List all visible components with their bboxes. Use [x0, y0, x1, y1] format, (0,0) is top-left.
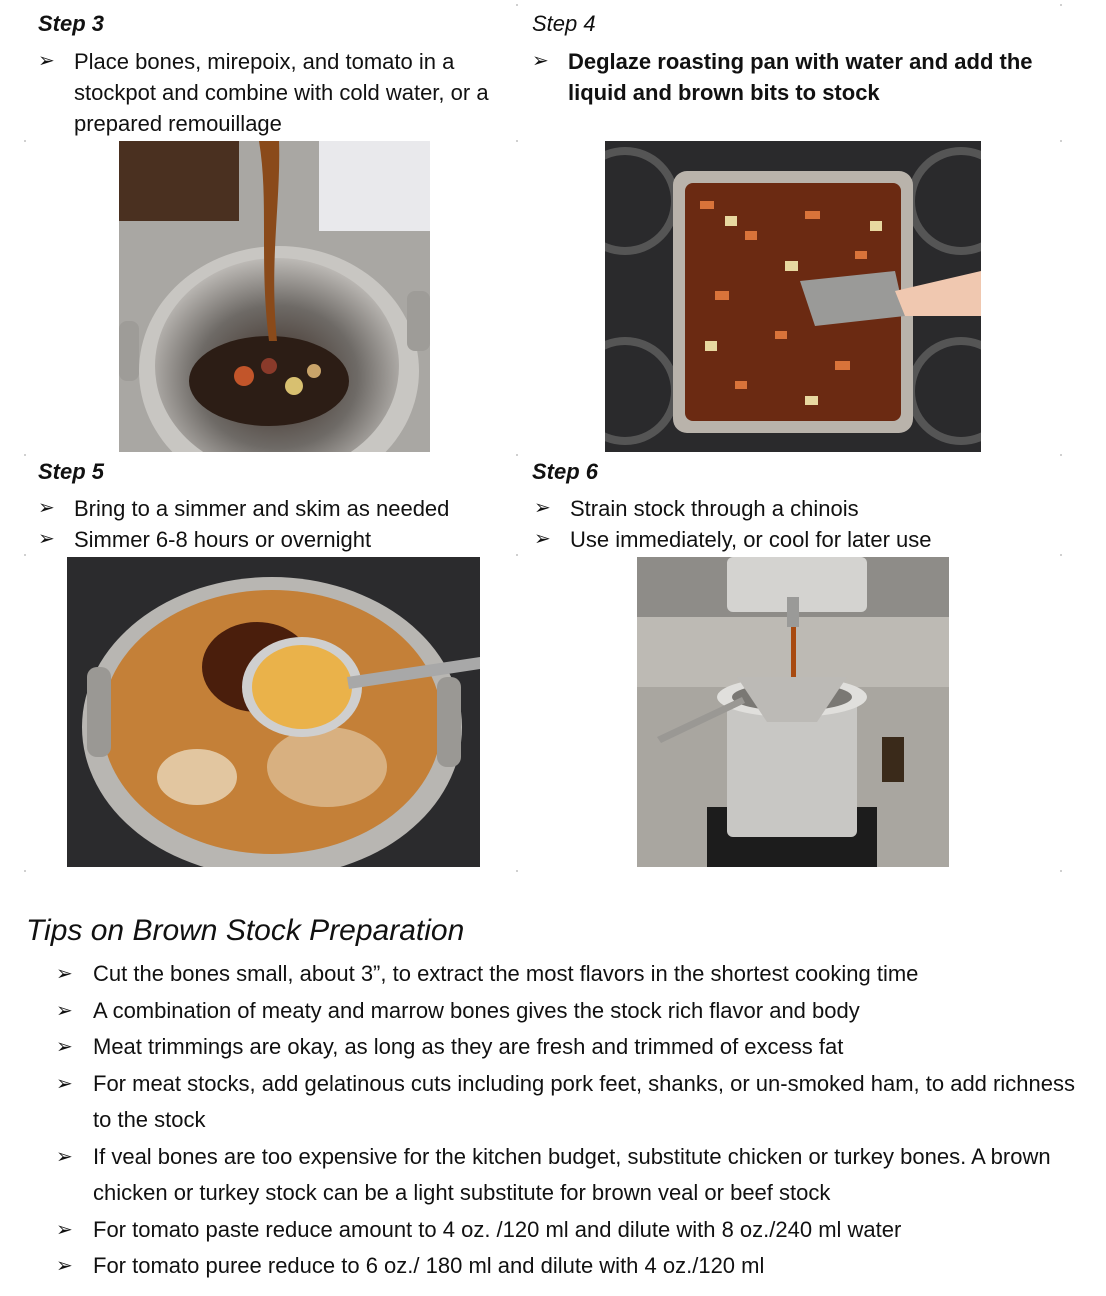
grid-dot	[24, 554, 26, 556]
arrow-bullet-icon: ➢	[56, 963, 73, 985]
list-item: ➢ A combination of meaty and marrow bones gives the stock rich flavor and body	[56, 993, 1086, 1030]
arrow-bullet-icon: ➢	[534, 497, 551, 519]
list-item: ➢ Strain stock through a chinois	[534, 493, 1054, 524]
step-6-list	[534, 493, 1054, 555]
step-4-list	[532, 46, 1062, 108]
arrow-bullet-icon: ➢	[38, 50, 55, 72]
arrow-bullet-icon: ➢	[56, 1255, 73, 1277]
list-item: ➢ For meat stocks, add gelatinous cuts including pork feet, shanks, or un-smoked ham, to add richness to the stock	[56, 1066, 1086, 1139]
arrow-bullet-icon: ➢	[56, 999, 73, 1022]
straining-stock-chinois-photo	[637, 557, 949, 867]
step-3-title: Step 3	[38, 11, 105, 36]
step-5-list	[38, 493, 508, 555]
list-item: ➢ If veal bones are too expensive for the kitchen budget, substitute chicken or turkey bones. A brown chicken or turkey stock can be a light substitute for brown veal or beef stock	[56, 1139, 1086, 1212]
arrow-bullet-icon: ➢	[534, 528, 551, 550]
list-item: ➢ For tomato puree reduce to 6 oz./ 180 ml and dilute with 4 oz./120 ml	[56, 1248, 1086, 1285]
list-item: ➢ Cut the bones small, about 3”, to extract the most flavors in the shortest cooking time	[56, 956, 1086, 993]
grid-dot	[516, 870, 518, 872]
list-item: ➢ Bring to a simmer and skim as needed	[38, 493, 508, 524]
grid-dot	[24, 870, 26, 872]
grid-dot	[516, 140, 518, 142]
grid-dot	[1060, 140, 1062, 142]
grid-dot	[1060, 554, 1062, 556]
list-item: ➢ Use immediately, or cool for later use	[534, 524, 1054, 555]
step-4-title: Step 4	[532, 11, 596, 36]
grid-dot	[516, 4, 518, 6]
arrow-bullet-icon: ➢	[56, 1145, 73, 1168]
grid-dot	[516, 454, 518, 456]
grid-dot	[516, 554, 518, 556]
grid-dot	[24, 454, 26, 456]
list-item: ➢ Simmer 6-8 hours or overnight	[38, 524, 508, 555]
list-item: ➢ Meat trimmings are okay, as long as they are fresh and trimmed of excess fat	[56, 1029, 1086, 1066]
tips-title: Tips on Brown Stock Preparation	[26, 914, 465, 947]
arrow-bullet-icon: ➢	[38, 528, 55, 550]
pouring-liquid-into-stockpot-photo	[119, 141, 430, 452]
arrow-bullet-icon: ➢	[38, 497, 55, 519]
arrow-bullet-icon: ➢	[56, 1036, 73, 1058]
list-item: ➢ Place bones, mirepoix, and tomato in a stockpot and combine with cold water, or a prepared remouillage	[38, 46, 498, 139]
tips-list	[56, 956, 1086, 1285]
arrow-bullet-icon: ➢	[56, 1218, 73, 1241]
grid-dot	[1060, 454, 1062, 456]
arrow-bullet-icon: ➢	[56, 1072, 73, 1095]
arrow-bullet-icon: ➢	[532, 50, 549, 72]
step-6-title: Step 6	[532, 459, 599, 484]
step-3-list	[38, 46, 498, 139]
grid-dot	[1060, 4, 1062, 6]
list-item: ➢ Deglaze roasting pan with water and add the liquid and brown bits to stock	[532, 46, 1062, 108]
step-5-title: Step 5	[38, 459, 105, 484]
grid-dot	[24, 140, 26, 142]
grid-dot	[1060, 870, 1062, 872]
list-item: ➢ For tomato paste reduce amount to 4 oz. /120 ml and dilute with 8 oz./240 ml water	[56, 1212, 1086, 1249]
deglazing-roasting-pan-photo	[605, 141, 981, 452]
skimming-simmering-stock-photo	[67, 557, 480, 867]
